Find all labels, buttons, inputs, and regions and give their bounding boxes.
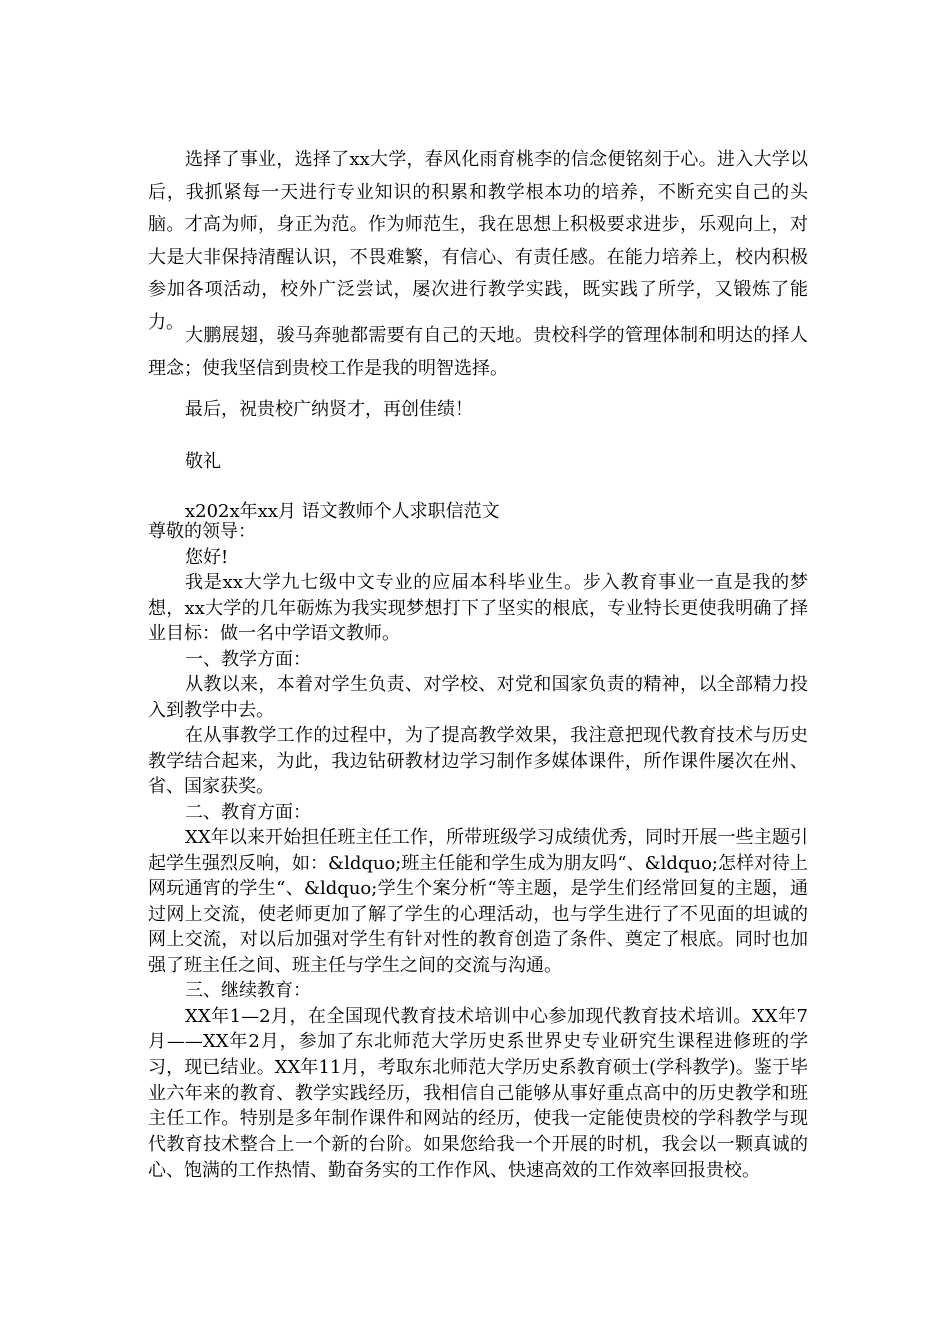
letter-body bbox=[148, 519, 808, 1183]
heading-education: 二、教育方面： bbox=[185, 801, 311, 823]
paragraph-continuing-education: XX年1—2月，在全国现代教育技术培训中心参加现代教育技术培训。XX年7月——XX年2月，参加了东北师范大学历史系世界史专业研究生课程进修班的学习，现已结业。XX年11月，考取东北师范大学历史系教育硕士(学科教学)。鉴于毕业六年来的教育、教学实践经历，我相信自己能够从事好重点高中的历史教学和班主任工作。特别是多年制作课件和网站的经历，使我一定能使贵校的学科教学与现代教育技术整合上一个新的台阶。如果您给我一个开展的时机，我会以一颗真诚的心、饱满的工作热情、勤奋务实的工作作风、快速高效的工作效率回报贵校。 bbox=[148, 1005, 808, 1181]
paragraph-teaching-1: 从教以来，本着对学生负责、对学校、对党和国家负责的精神，以全部精力投入到教学中去。 bbox=[148, 674, 808, 721]
greeting: 尊敬的领导： bbox=[148, 521, 256, 542]
letter-title: x202x年xx月 语文教师个人求职信范文 bbox=[185, 501, 500, 522]
salutation: 敬礼 bbox=[185, 451, 221, 472]
closing-wish: 最后，祝贵校广纳贤才，再创佳绩！ bbox=[185, 399, 473, 420]
heading-continuing-education: 三、继续教育： bbox=[185, 980, 311, 1001]
paragraph-school-choice: 大鹏展翅，骏马奔驰都需要有自己的天地。贵校科学的管理体制和明达的择人理念；使我坚信到贵校工作是我的明智选择。 bbox=[148, 325, 808, 379]
paragraph-intro: 我是xx大学九七级中文专业的应届本科毕业生。步入教育事业一直是我的梦想，xx大学的几年砺炼为我实现梦想打下了坚实的根底，专业特长更使我明确了择业目标：做一名中学语文教师。 bbox=[148, 572, 808, 644]
paragraph-career-choice: 选择了事业，选择了xx大学，春风化雨育桃李的信念便铭刻于心。进入大学以后，我抓紧每一天进行专业知识的积累和教学根本功的培养，不断充实自己的头脑。才高为师，身正为范。作为师范生，我在思想上积极要求进步，乐观向上，对大是大非保持清醒认识，不畏难繁，有信心、有责任感。在能力培养上，校内积极参加各项活动，校外广泛尝试，屡次进行教学实践，既实践了所学，又锻炼了能力。 bbox=[148, 149, 808, 333]
paragraph-education: XX年以来开始担任班主任工作，所带班级学习成绩优秀，同时开展一些主题引起学生强烈反响，如：&ldquo;班主任能和学生成为朋友吗“、&ldquo;怎样对待上网玩通宵的学生“、&ldquo;学生个案分析“等主题，是学生们经常回复的主题，通过网上交流，使老师更加了解了学生的心理活动，也与学生进行了不见面的坦诚的网上交流，对以后加强对学生有针对性的教育创造了条件、奠定了根底。同时也加强了班主任之间、班主任与学生之间的交流与沟通。 bbox=[148, 827, 808, 976]
heading-teaching: 一、教学方面： bbox=[185, 648, 311, 670]
paragraph-teaching-2: 在从事教学工作的过程中，为了提高教学效果，我注意把现代教育技术与历史教学结合起来，为此，我边钻研教材边学习制作多媒体课件，所作课件屡次在州、省、国家获奖。 bbox=[148, 725, 808, 797]
hello: 您好! bbox=[185, 546, 229, 568]
